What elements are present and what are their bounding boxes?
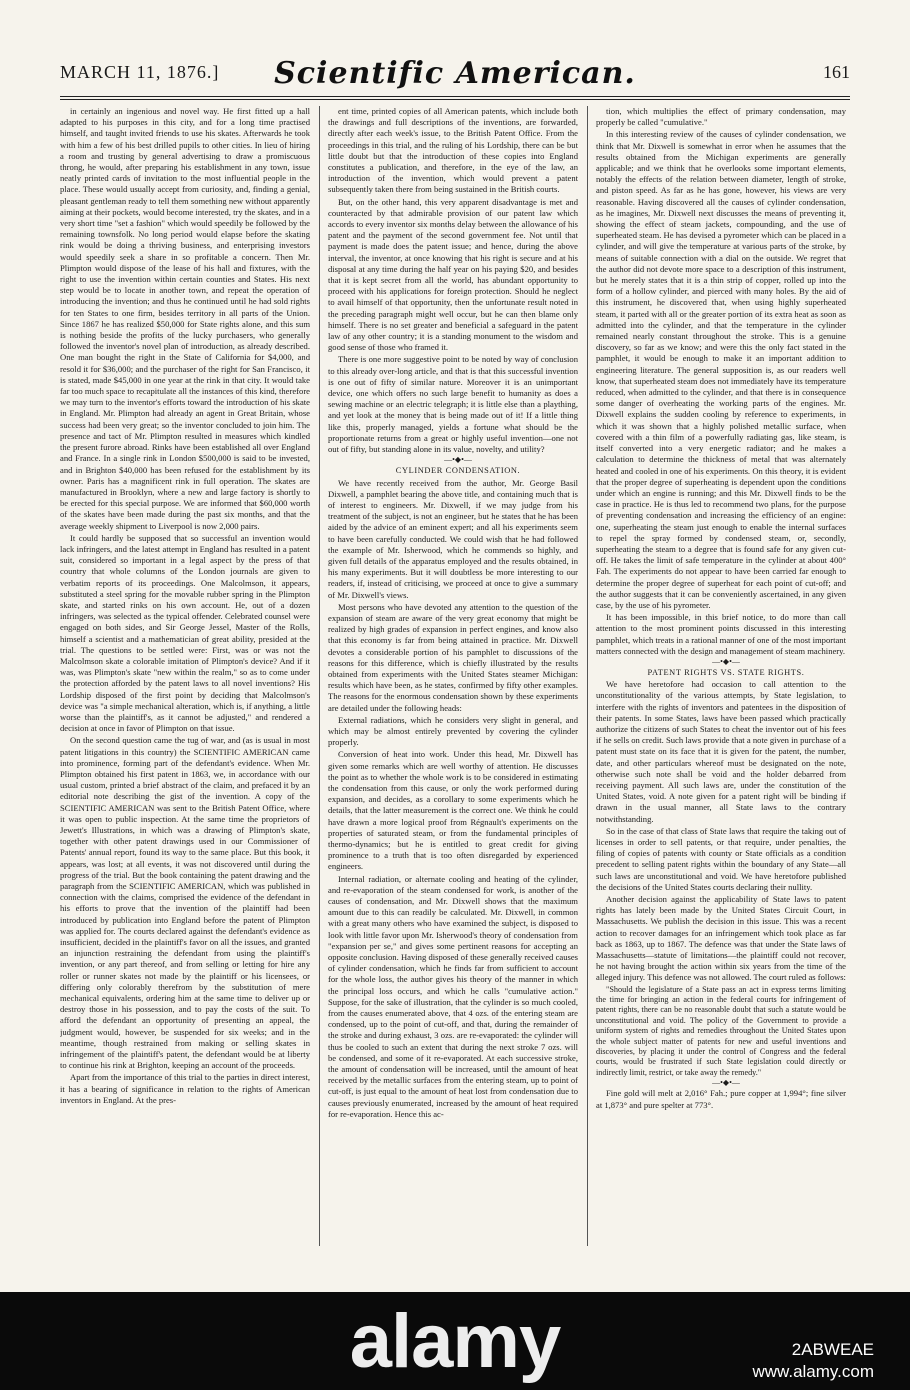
paragraph: Conversion of heat into work. Under this head, Mr. Dixwell has given some remarks which are well worthy of attention. He discusses the point as to whether the whole work is to be considered in estimating the condensation from this cause, or only the work performed during expansion, and decides, as a corollary to some experiments which he details, that the latter measurement is the correct one. We think he could have drawn a more logical proof from Régnault's experiments on the properties of saturated steam, or from the fundamental principles of thermo-dynamics; but he is entitled to great credit for giving prominence to a truth that is too often disregarded by experienced engineers. bbox=[328, 749, 578, 872]
watermark-url: www.alamy.com bbox=[752, 1362, 874, 1381]
watermark-logo: alamy bbox=[349, 1299, 561, 1384]
column-divider bbox=[587, 106, 588, 1246]
paragraph: We have heretofore had occasion to call attention to the unconstitutionality of the various attempts, by State legislation, to interfere with the rights of inventors and patentees in the disposition of their patents. In some States, laws have been passed which practically authorize the citizens of such States to cheat the inventor out of his fees if he sells on credit. Such laws provide that a note given in purchase of a patent must state on its face that it is given for the patent, the number, date, and other particulars whereof must be designated on the note, otherwise such note shall be void and the holder debarred from receiving payment. All such laws are, under the constitution of the United States, void. A note given for a patent right will be binding if drawn in the usual manner, all State laws to the contrary notwithstanding. bbox=[596, 679, 846, 824]
paragraph: External radiations, which he considers very slight in general, and which may be almost entirely prevented by covering the cylinder properly. bbox=[328, 714, 578, 748]
header-rule-top bbox=[60, 96, 850, 97]
paragraph: But, on the other hand, this very apparent disadvantage is met and counteracted by that admirable provision of our patent law which accords to every inventor six months delay between the allowance of his patent and the payment of the second government fee. Not until that payment is made does the patent issue; and hence, during the above interval, the inventor, at once knowing that his right is secure and at his disposal at any time during the half year on his paying $20, and besides that it is kept secret from all the world, has abundant opportunity to proceed with his applications for foreign protection. Should he neglect to avail himself of that opportunity, then the unfortunate result noted in the preceding paragraph might well occur, but he can then blame only himself. There is no set greater and beneficial a safeguard in the patent law of any other country; it is a standing monument to the wisdom and good sense of those who framed it. bbox=[328, 196, 578, 353]
page-number: 161 bbox=[823, 62, 850, 82]
section-heading-cylinder-condensation: CYLINDER CONDENSATION. bbox=[395, 466, 521, 476]
paragraph: Apart from the importance of this trial to the parties in direct interest, it has a bearing of significance in relation to the rights of American inventors in England. At the pres- bbox=[60, 1072, 310, 1105]
paragraph: in certainly an ingenious and novel way. He first fitted up a hall adapted to his purposes in this city, and for a long time practised himself, and taught invited friends to use his skates. Afterwards he took with him a few of his best drilled pupils to other cities. In lieu of hiring a room and trusting by general advertising to draw a promiscuous throng, he would, after preparing his establishment in any town, issue neatly printed cards of invitation to the most influential people in the place. These would usually accept from curiosity, and, finding a genial, pleasant gentleman ready to tell them something new without apparently aiming at their pockets, would become interested, try the skates, and in a very short time "set a fashion" which would speedily be followed by the remaining townsfolk. No long period would elapse before the skating rink would be doing a thriving business, and enterprising investors would speedily seek a share in so profitable a concern. Then Mr. Plimpton would dispose of the lease of his hall and fixtures, with the right to use the invention within certain counties and States. His next step would be to locate in another town, and repeat the operation of introducing the invention; and thus he continued until he had sold rights for ten States to one firm, besides territory in all parts of the Union. Since 1867 he has realized $50,000 for State rights alone, and this sum is nothing beside the profits of the lucky purchasers, who generally followed the inventor's novel plan of introduction, as already described. One man bought the right in the State of California for $4,000, and resold it for $36,000; and the purchaser of the right for San Francisco, it is stated, made $45,000 in one year at the rink in that city. It would take far too much space to recapitulate all the instances of this kind, therefore we may turn to the inventor's efforts toward the introduction of his skate in England. Mr. Plimpton had already an agent in Great Britain, whose success had been very great; so the inventor concluded to join him. The presence and tact of Mr. Plimpton resulted in measures which kindled the present furore abroad. Rinks have been established all over England and France. In a single rink in London $500,000 is said to be invested, and in Brighton $40,000 has been refused for the establishment by its owner. Paris has a magnificent rink in full operation. The skates are manufactured in Brooklyn, where a new and large factory is shortly to be erected for this special purpose. We are informed that $60,000 worth of the skates have been made during the past six months, and that the average weekly shipment to Liverpool is now 2,000 pairs. bbox=[60, 106, 310, 531]
section-ornament: —•◆•— bbox=[712, 1078, 740, 1088]
paragraph: In this interesting review of the causes of cylinder condensation, we think that Mr. Dixwell is somewhat in error when he assumes that the results obtained from the Michigan experiments are generally applicable; and we think that he overlooks some important elements, notably the effects of the relation between diameter, length of stroke, and piston speed. As far as he has gone, however, his views are very reasonable. Having discovered all the causes of cylinder condensation, as he imagines, Mr. Dixwell next discusses the means of preventing it, showing the effect of steam jackets, compounding, and the use of superheated steam. He has devised a pyrometer which can be placed in a cylinder, and will give the temperature at various parts of the stroke, by means of suitable connection with a dial on the outside. We regret that the author did not devote more space to a description of this instrument, but he merely states that it is a thin strip of copper, rolled up into the form of a hollow cylinder, and pierced with many holes. By the aid of this instrument, he discovered that, when using highly superheated steam, it parted with all or the greater portion of its extra heat as soon as admitted into the cylinder, and that the temperature in the cylinder remained nearly constant throughout the stroke. This is a genuine discovery, so far as we know; and were this the only fact stated in the pamphlet, it would be enough to make it an important addition to engineering literature. The general supposition is, as our readers well know, that superheated steam does not immediately have its temperature reduced, when admitted to the cylinder, and that there is in consequence some danger of overheating the working parts of the engines. Mr. Dixwell explains the sudden cooling by reference to experiments, in which it was shown that a highly polished metallic surface, when covered with a thin film of a powerfully radiating gas, like steam, is itself converted into a very energetic radiator; and he makes a calculation to determine the thickness of metal that was alternately heated and cooled in one of his experiments. On this theory, it is evident that the proper degree of superheating is dependent upon the conditions under which an engine is running; and this Mr. Dixwell finds to be the case in practice. He is thus led to recommend two plans, for the purpose of preventing condensation and increasing the efficiency of an engine: one, superheating the steam just enough to enable the internal surfaces to repel the spray formed by condensed steam, or, secondly, superheating the steam to a degree that is found safe for any given cut-off. He takes the limit of safe temperature in the cylinder at about 400° Fah. The experiments do not appear to have been carried far enough to determine the proper degree of superheat for each point of cut-off; and the author suggests that it can be conveniently ascertained, in any given case, by the use of his pyrometer. bbox=[596, 129, 846, 610]
paragraph: Another decision against the applicability of State laws to patent rights has lately been made by the United States Circuit Court, in Massachusetts. We publish the decision in this issue. This was a recent action to recover damages for an infringement which took place as far back as 1863, up to 1867. The defence was that under the State laws of Massachusetts—statute of limitations—the plaintiff could not recover, he not having brought the action within six years from the time of the alleged injury. This defence was not allowed. The court ruled as follows: bbox=[596, 894, 846, 983]
paragraph: Most persons who have devoted any attention to the question of the expansion of steam are aware of the very great economy that might be realized by high grades of expansion in perfect engines, and know also that this economy is far from being attained in practice. Mr. Dixwell devotes a considerable portion of his pamphlet to discussions of the reasons for this difference, which is chiefly illustrated by the results obtained from experiments with the United States steamer Michigan: results which have been, as he states, confirmed by fifty other examples. The reasons for the enormous condensation shown by these experiments are detailed under the following heads: bbox=[328, 601, 578, 713]
column-1 bbox=[60, 106, 310, 1246]
paragraph: It has been impossible, in this brief notice, to do more than call attention to the most prominent points discussed in this interesting pamphlet, which treats in a rational manner of one of the most important matters connected with the design and management of steam machinery. bbox=[596, 612, 846, 656]
section-heading-patent-rights: PATENT RIGHTS VS. STATE RIGHTS. bbox=[647, 667, 805, 677]
header-rule-bottom bbox=[60, 99, 850, 100]
paragraph: Internal radiation, or alternate cooling and heating of the cylinder, and re-evaporation of the steam condensed for work, is another of the causes of condensation, and Mr. Dixwell shows that the maximum amount due to this can readily be calculated. Mr. Dixwell, in common with a great many others who have examined the subject, is disposed to look with little favor upon Mr. Isherwood's theory of condensation from "expansion per se," and gives some pertinent reasons for accepting an opposite conclusion. Having disposed of these generally received causes of cylinder condensation, which he finds far from sufficient to account for the whole loss, the author gives his theory of the manner in which the principal loss occurs, and which he calls "cumulative action." Suppose, for the sake of illustration, that the cylinder is so much cooled, from the causes enumerated above, that 4 ozs. of the entering steam are condensed, up to the point of cut-off, and that, during the remainder of the stroke and during exhaust, 3 ozs. are re-evaporated: the cylinder will thus be cooled to such an extent that during the next stroke 7 ozs. will be condensed, and some of it re-evaporated. At each successive stroke, the amount of condensation will be increased, until the amount of heat received by the metallic surfaces from the entering steam, up to point of cut-off, is just equal to the amount of heat lost from condensation due to causes previously enumerated, increased by the amount of heat required for re-evaporation. Hence this ac- bbox=[328, 873, 578, 1119]
column-3 bbox=[596, 106, 846, 1246]
court-ruling-quote: "Should the legislature of a State pass an act in express terms limiting the time for bringing an action in the federal courts for infringement of patent rights, there can be no reasonable doubt that such a statute would be unconstitutional and void. The policy of the Government to provide a uniform system of rights and remedies throughout the United States upon the whole subject matter of patents for new and useful inventions and discoveries, by placing it under the control of Congress and the federal courts, would be frustrated if such State legislation could directly or indirectly limit, restrict, or take away the remedy." bbox=[596, 984, 846, 1077]
section-ornament: —•◆•— bbox=[712, 656, 740, 666]
paragraph: There is one more suggestive point to be noted by way of conclusion to this already over-long article, and that is that this successful invention is one out of fifty of similar nature. Moreover it is an unimportant device, one which offers no such large benefit to humanity as does a sewing machine or an electric telegraph; it is little else than a plaything, and yet look at the money that is being made out of it! If a little thing like this, properly managed, yields a fortune what should be the proportionate returns from a great or highly useful invention—one not out of fifty, but standing alone in its value, novelty, and utility? bbox=[328, 354, 578, 455]
column-2 bbox=[328, 106, 578, 1246]
paragraph: On the second question came the tug of war, and (as is usual in most patent litigations in this country) the SCIENTIFIC AMERICAN came into prominence, forming part of the defendant's evidence. When Mr. Plimpton obtained his first patent in 1863, we, in accordance with our usual custom, printed a brief abstract of the claim, and prefaced it by an editorial note describing the gist of the invention. A copy of the SCIENTIFIC AMERICAN was sent to the British Patent Office, where it was open to public inspection. At the same time the proprietors of Jewett's Illustrations, in which was a drawing of Plimpton's skate, together with other patent drawings used in our Commissioner of Patents' annual report, found its way to the same place. But this book, it appears, was lost; at all events, it was not discovered until during the progress of the trial. But the book containing the patent drawing and the paragraph from the SCIENTIFIC AMERICAN, which was published in connection with the claims, comprised the evidence of the defendant in his efforts to prove that the invention of the plaintiff had been introduced by publication into England before the patent of Plimpton was applied for. The courts declared against the defendant's evidence as insufficient, decided in the plaintiff's favor on all the issues, and granted an injunction restraining the defendant from using the plaintiff's invention, or any part thereof, and from selling or letting for hire any roller or runner skates not made by the plaintiff or his licensees, or differing only colorably therefrom by the substitution of mere mechanical equivalents, ordering him at the same time to deliver up or destroy those in his possession, and to pay the costs of the suit. To afford the defendant an opportunity of presenting an appeal, the judgment would, however, be suspended for six weeks; and in the meantime, though restrained from making or selling skates in infringement of the plaintiff's patent, the defendant would be at liberty to continue his rink at Brighton, keeping an account of the proceeds. bbox=[60, 735, 310, 1071]
paragraph: tion, which multiplies the effect of primary condensation, may properly be called "cumulative." bbox=[596, 106, 846, 128]
column-divider bbox=[319, 106, 320, 1246]
paragraph: ent time, printed copies of all American patents, which include both the drawings and full descriptions of the inventions, are forwarded, directly after each week's issue, to the British Patent Office. From the proceedings in this trial, and the ruling of his Lordship, there can be but little doubt but that the introduction of these copies into England constitutes a publication, and therefore, in the eye of the law, an introduction of the invention, which would prevent a patent subsequently taken there from being sustained in the British courts. bbox=[328, 106, 578, 195]
section-ornament: —•◆•— bbox=[444, 455, 472, 465]
issue-date: MARCH 11, 1876.] bbox=[60, 62, 220, 82]
paragraph: It could hardly be supposed that so successful an invention would lack infringers, and the latest attempt in England has resulted in a patent suit, considered so important in a legal aspect by the press of that country that whole columns of the London journals are given to verbatim reports of its proceedings. One Malcolmson, it appears, substituted a steel spring for the movable rubber spring in the Plimpton skate, and started rinks on his own account. He, out of a dozen infringers, was selected as the typical offender. Celebrated counsel were engaged on both sides, and Sir George Jessel, Master of the Rolls, himself a scientist and a mathematician of great ability, presided at the trial. The questions to be settled were: First, was or was not the Malcolmson skate a colorable imitation of Plimpton's device? And if it was, was Plimpton's skate "new within the realm," so as to come under the protection afforded by the patent laws to all novel inventions? His Lordship disposed of the first point by deciding that Malcolmson's device was "a simple mechanical alteration, which is, if anything, a little worse than the plaintiff's, as it cannot be adjusted," and rendered a decision at once in favor of Plimpton on that issue. bbox=[60, 532, 310, 734]
footnote: Fine gold will melt at 2,016° Fah.; pure copper at 1,994°; fine silver at 1,873° and pure spelter at 773°. bbox=[596, 1088, 846, 1110]
paragraph: We have recently received from the author, Mr. George Basil Dixwell, a pamphlet bearing the above title, and containing much that is of interest to engineers. Mr. Dixwell, if we may judge from his treatment of the subject, is not an engineer, but he states that he has been aided by the advice of an eminent expert; and all his experiments seem to have been carefully conducted. We could wish that he had followed the example of Mr. Isherwood, which he commends so highly, and given full details of the apparatus employed and the results obtained, in his many experiments. But it will doubtless be more interesting to our readers, if, instead of criticising, we proceed at once to give a summary of Mr. Dixwell's views. bbox=[328, 477, 578, 600]
watermark-image-id: 2ABWEAE bbox=[791, 1340, 874, 1359]
paragraph: So in the case of that class of State laws that require the taking out of licenses in order to sell patents, or that require, under penalties, the filing of copies of patents with county or State officials as a condition precedent to selling patent rights within the boundary of any State—all such laws are unconstitutional and void. We have heretofore published the decisions of the United States courts declaring their nullity. bbox=[596, 825, 846, 892]
masthead-title: Scientific American. bbox=[274, 56, 636, 91]
